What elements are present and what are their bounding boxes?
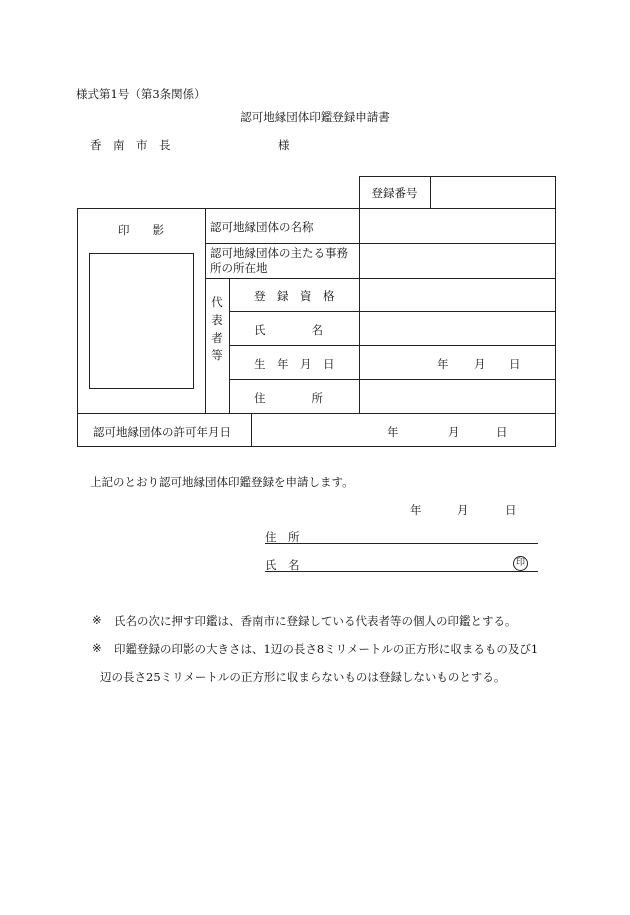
applicant-address-line: [265, 543, 538, 544]
seal-mark-icon: 印: [513, 556, 528, 571]
permit-date-field[interactable]: [252, 414, 555, 446]
application-day: 日: [505, 503, 517, 517]
birthdate-month: 月: [474, 357, 486, 371]
note2-line1: 印鑑登録の印影の大きさは、1辺の長さ8ミリメートルの正方形に収まるもの及び1: [114, 642, 539, 656]
birthdate-label: 生 年 月 日: [254, 357, 335, 371]
applicant-name-field[interactable]: [312, 555, 510, 570]
qualification-label: 登 録 資 格: [254, 289, 335, 303]
permit-date-label: 認可地縁団体の許可年月日: [93, 425, 231, 439]
applicant-name-label: 氏 名: [265, 558, 300, 572]
representative-label: 代 表 者 等: [211, 295, 223, 363]
note2-line2: 辺の長さ25ミリメートルの正方形に収まらないものは登録しないものとする。: [100, 670, 506, 684]
note2-mark: ※: [92, 641, 102, 655]
qualification-field[interactable]: [360, 279, 555, 311]
applicant-address-field[interactable]: [312, 527, 538, 542]
rep-address-field[interactable]: [360, 380, 555, 413]
application-year: 年: [410, 503, 422, 517]
application-month: 月: [457, 503, 469, 517]
honorific: 様: [278, 138, 290, 152]
addressee: 香 南 市 長: [90, 138, 171, 152]
applicant-name-line: [265, 571, 538, 572]
registration-number-field[interactable]: [431, 177, 555, 208]
form-title: 認可地縁団体印鑑登録申請書: [240, 110, 390, 124]
birthdate-year: 年: [437, 357, 449, 371]
permit-year: 年: [387, 425, 399, 439]
note1-mark: ※: [92, 613, 102, 627]
org-name-field[interactable]: [360, 209, 555, 243]
permit-day: 日: [496, 425, 508, 439]
office-label: 認可地縁団体の主たる事務所の所在地: [210, 246, 348, 275]
rep-address-label: 住 所: [254, 391, 323, 405]
org-name-label: 認可地縁団体の名称: [210, 220, 314, 234]
applicant-address-label: 住 所: [265, 530, 300, 544]
birthdate-day: 日: [509, 357, 521, 371]
permit-month: 月: [448, 425, 460, 439]
rep-name-field[interactable]: [360, 312, 555, 345]
application-statement: 上記のとおり認可地縁団体印鑑登録を申請します。: [90, 475, 354, 489]
birthdate-field[interactable]: [360, 346, 555, 379]
rep-name-label: 氏 名: [254, 323, 323, 337]
note1: 氏名の次に押す印鑑は、香南市に登録している代表者等の個人の印鑑とする。: [114, 614, 517, 628]
office-field[interactable]: [360, 244, 555, 278]
registration-number-label: 登録番号: [371, 186, 418, 200]
form-number: 様式第1号（第3条関係）: [76, 87, 206, 101]
seal-label: 印 影: [118, 223, 164, 237]
seal-impression-box[interactable]: [89, 253, 194, 389]
